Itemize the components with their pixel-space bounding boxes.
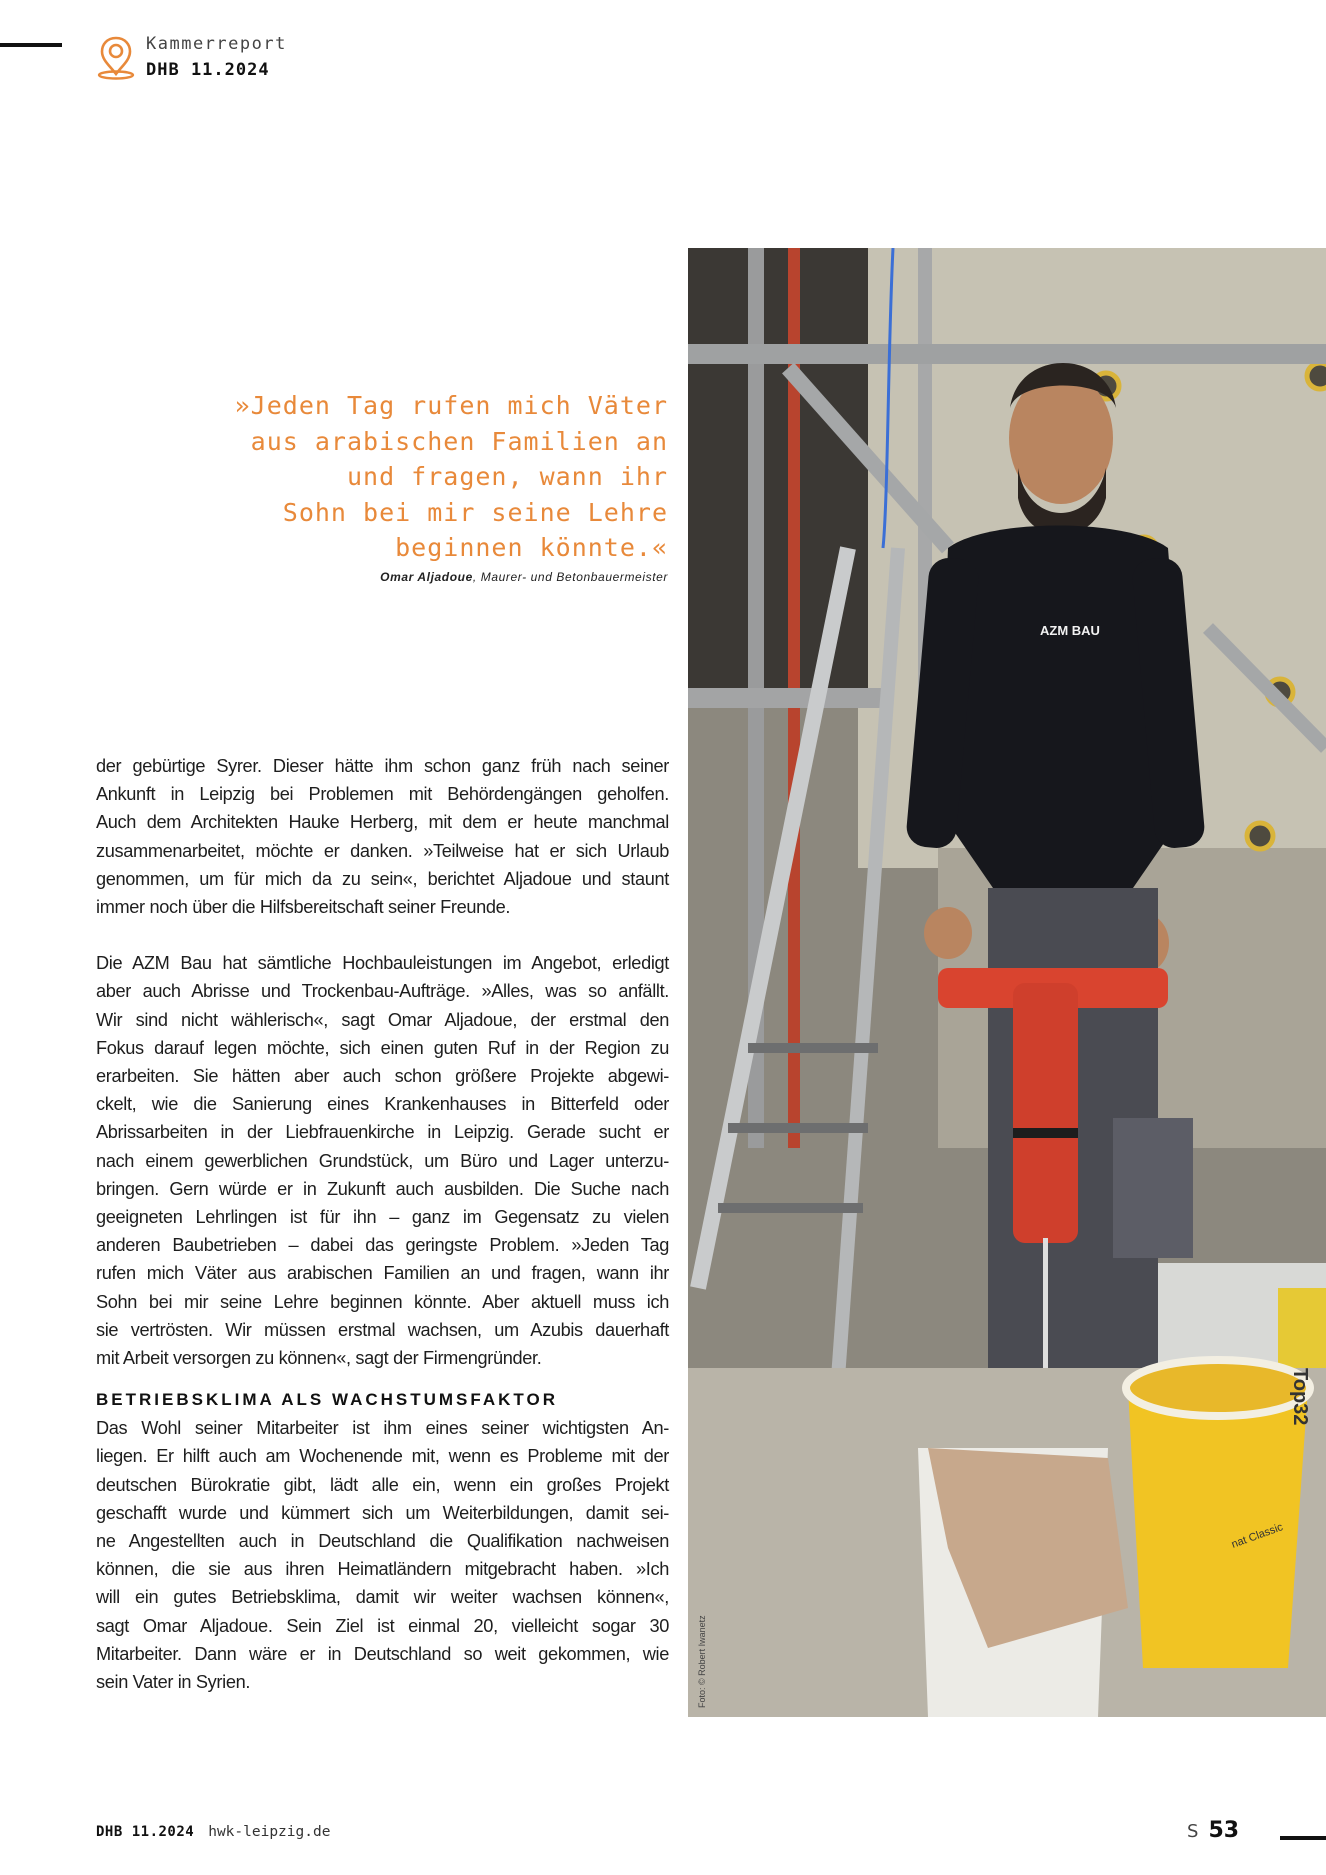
location-pin-icon bbox=[96, 34, 136, 80]
svg-text:AZM BAU: AZM BAU bbox=[1040, 623, 1100, 638]
footer-issue: DHB 11.2024 bbox=[96, 1824, 195, 1840]
text-line: der gebürtige Syrer. Dieser hätte ihm schon ganz früh nach seiner bbox=[96, 756, 669, 776]
text-line: können, die sie aus ihren Heimatländern mitgebracht haben. »Ich bbox=[96, 1559, 669, 1580]
text-line: deutschen Bürokratie gibt, lädt alle ein, wenn ein großes Projekt bbox=[96, 1474, 669, 1495]
pull-quote-line: beginnen könnte.« bbox=[395, 533, 668, 562]
text-line: will ein gutes Betriebsklima, damit wir weiter wachsen können«, bbox=[96, 1587, 669, 1608]
text-line: anderen Baubetrieben – dabei das geringste Problem. »Jeden Tag bbox=[96, 1235, 669, 1256]
text-line: erarbeiten. Sie hätten aber auch schon größere Projekte abgewi- bbox=[96, 1066, 669, 1087]
article-body bbox=[96, 752, 669, 1696]
text-line: aber auch Abrisse und Trockenbau-Aufträge. »Alles, was so anfällt. bbox=[96, 981, 669, 1002]
paragraph-gap bbox=[96, 921, 669, 949]
text-line: Wir sind nicht wählerisch«, sagt Omar Aljadoue, der erstmal den bbox=[96, 1009, 669, 1030]
quote-author: Omar Aljadoue bbox=[380, 570, 473, 584]
pull-quote-line: aus arabischen Familien an bbox=[250, 426, 668, 456]
text-line: zusammenarbeitet, möchte er danken. »Teilweise hat er sich Urlaub bbox=[96, 840, 669, 861]
text-line: geschafft wurde und kümmert sich um Weiterbildungen, damit sei- bbox=[96, 1502, 669, 1523]
page-prefix: S bbox=[1187, 1821, 1199, 1842]
section-kicker: Kammerreport bbox=[146, 34, 287, 54]
page-header bbox=[96, 34, 287, 80]
text-line: Sohn bei mir seine Lehre beginnen könnte. Aber aktuell muss ich bbox=[96, 1291, 669, 1312]
pull-quote bbox=[200, 388, 668, 566]
text-line: genommen, um für mich da zu sein«, berichtet Aljadoue und staunt bbox=[96, 868, 669, 889]
text-line: bringen. Gern würde er in Zukunft auch ausbilden. Die Suche nach bbox=[96, 1178, 669, 1199]
text-line: geeigneten Lehrlingen ist für ihn – ganz im Gegensatz zu vielen bbox=[96, 1207, 669, 1228]
text-line: Ankunft in Leipzig bei Problemen mit Behördengängen geholfen. bbox=[96, 784, 669, 805]
quote-attribution bbox=[200, 570, 668, 584]
text-line: Abrissarbeiten in der Liebfrauenkirche in Leipzig. Gerade sucht er bbox=[96, 1122, 669, 1143]
text-line: Fokus darauf legen möchte, sich einen guten Ruf in der Region zu bbox=[96, 1037, 669, 1058]
pull-quote-line: Sohn bei mir seine Lehre bbox=[282, 497, 668, 527]
paragraph-3 bbox=[96, 1414, 669, 1696]
text-line: Die AZM Bau hat sämtliche Hochbauleistungen im Angebot, erledigt bbox=[96, 953, 669, 974]
text-line: liegen. Er hilft auch am Wochenende mit, wenn es Probleme mit der bbox=[96, 1446, 669, 1467]
text-line: mit Arbeit versorgen zu können«, sagt der Firmengründer. bbox=[96, 1348, 542, 1369]
pull-quote-line: und fragen, wann ihr bbox=[346, 462, 668, 491]
photo-illustration bbox=[688, 248, 1326, 1717]
text-line: sein Vater in Syrien. bbox=[96, 1672, 251, 1693]
text-line: sagt Omar Aljadoue. Sein Ziel ist einmal 20, vielleicht sogar 30 bbox=[96, 1615, 669, 1636]
text-line: nach einem gewerblichen Grundstück, um Büro und Lager unterzu- bbox=[96, 1150, 669, 1171]
text-line: rufen mich Väter aus arabischen Familien an und fragen, wann ihr bbox=[96, 1263, 669, 1284]
text-line: Mitarbeiter. Dann wäre er in Deutschland so weit gekommen, wie bbox=[96, 1643, 669, 1664]
text-line: sie vertrösten. Wir müssen erstmal wachsen, um Azubis dauerhaft bbox=[96, 1319, 669, 1340]
quote-author-role: , Maurer- und Betonbauermeister bbox=[472, 570, 668, 584]
issue-label: DHB 11.2024 bbox=[146, 60, 270, 80]
text-line: ne Angestellten auch in Deutschland die Qualifikation nachweisen bbox=[96, 1531, 669, 1552]
page-footer bbox=[96, 1824, 330, 1840]
page-number-value: 53 bbox=[1208, 1818, 1240, 1843]
svg-text:nat Classic: nat Classic bbox=[1229, 1521, 1285, 1551]
text-line: Das Wohl seiner Mitarbeiter ist ihm eines seiner wichtigsten An- bbox=[96, 1418, 669, 1439]
text-line: ckelt, wie die Sanierung eines Krankenhauses in Bitterfeld oder bbox=[96, 1094, 669, 1115]
text-line: Auch dem Architekten Hauke Herberg, mit dem er heute manchmal bbox=[96, 812, 669, 833]
footer-url-link[interactable]: hwk-leipzig.de bbox=[208, 1824, 331, 1840]
article-photo bbox=[688, 248, 1326, 1717]
header-rule bbox=[0, 43, 62, 47]
footer-rule bbox=[1280, 1836, 1326, 1840]
page-number bbox=[1187, 1818, 1239, 1843]
text-line: immer noch über die Hilfsbereitschaft seiner Freunde. bbox=[96, 897, 511, 918]
svg-text:Top32: Top32 bbox=[1289, 1368, 1311, 1426]
paragraph-1 bbox=[96, 752, 669, 921]
section-subheading: BETRIEBSKLIMA ALS WACHSTUMSFAKTOR bbox=[96, 1390, 558, 1410]
pull-quote-line: »Jeden Tag rufen mich Väter bbox=[234, 391, 668, 420]
paragraph-2 bbox=[96, 949, 669, 1372]
photo-credit: Foto: © Robert Iwanetz bbox=[697, 1615, 707, 1708]
